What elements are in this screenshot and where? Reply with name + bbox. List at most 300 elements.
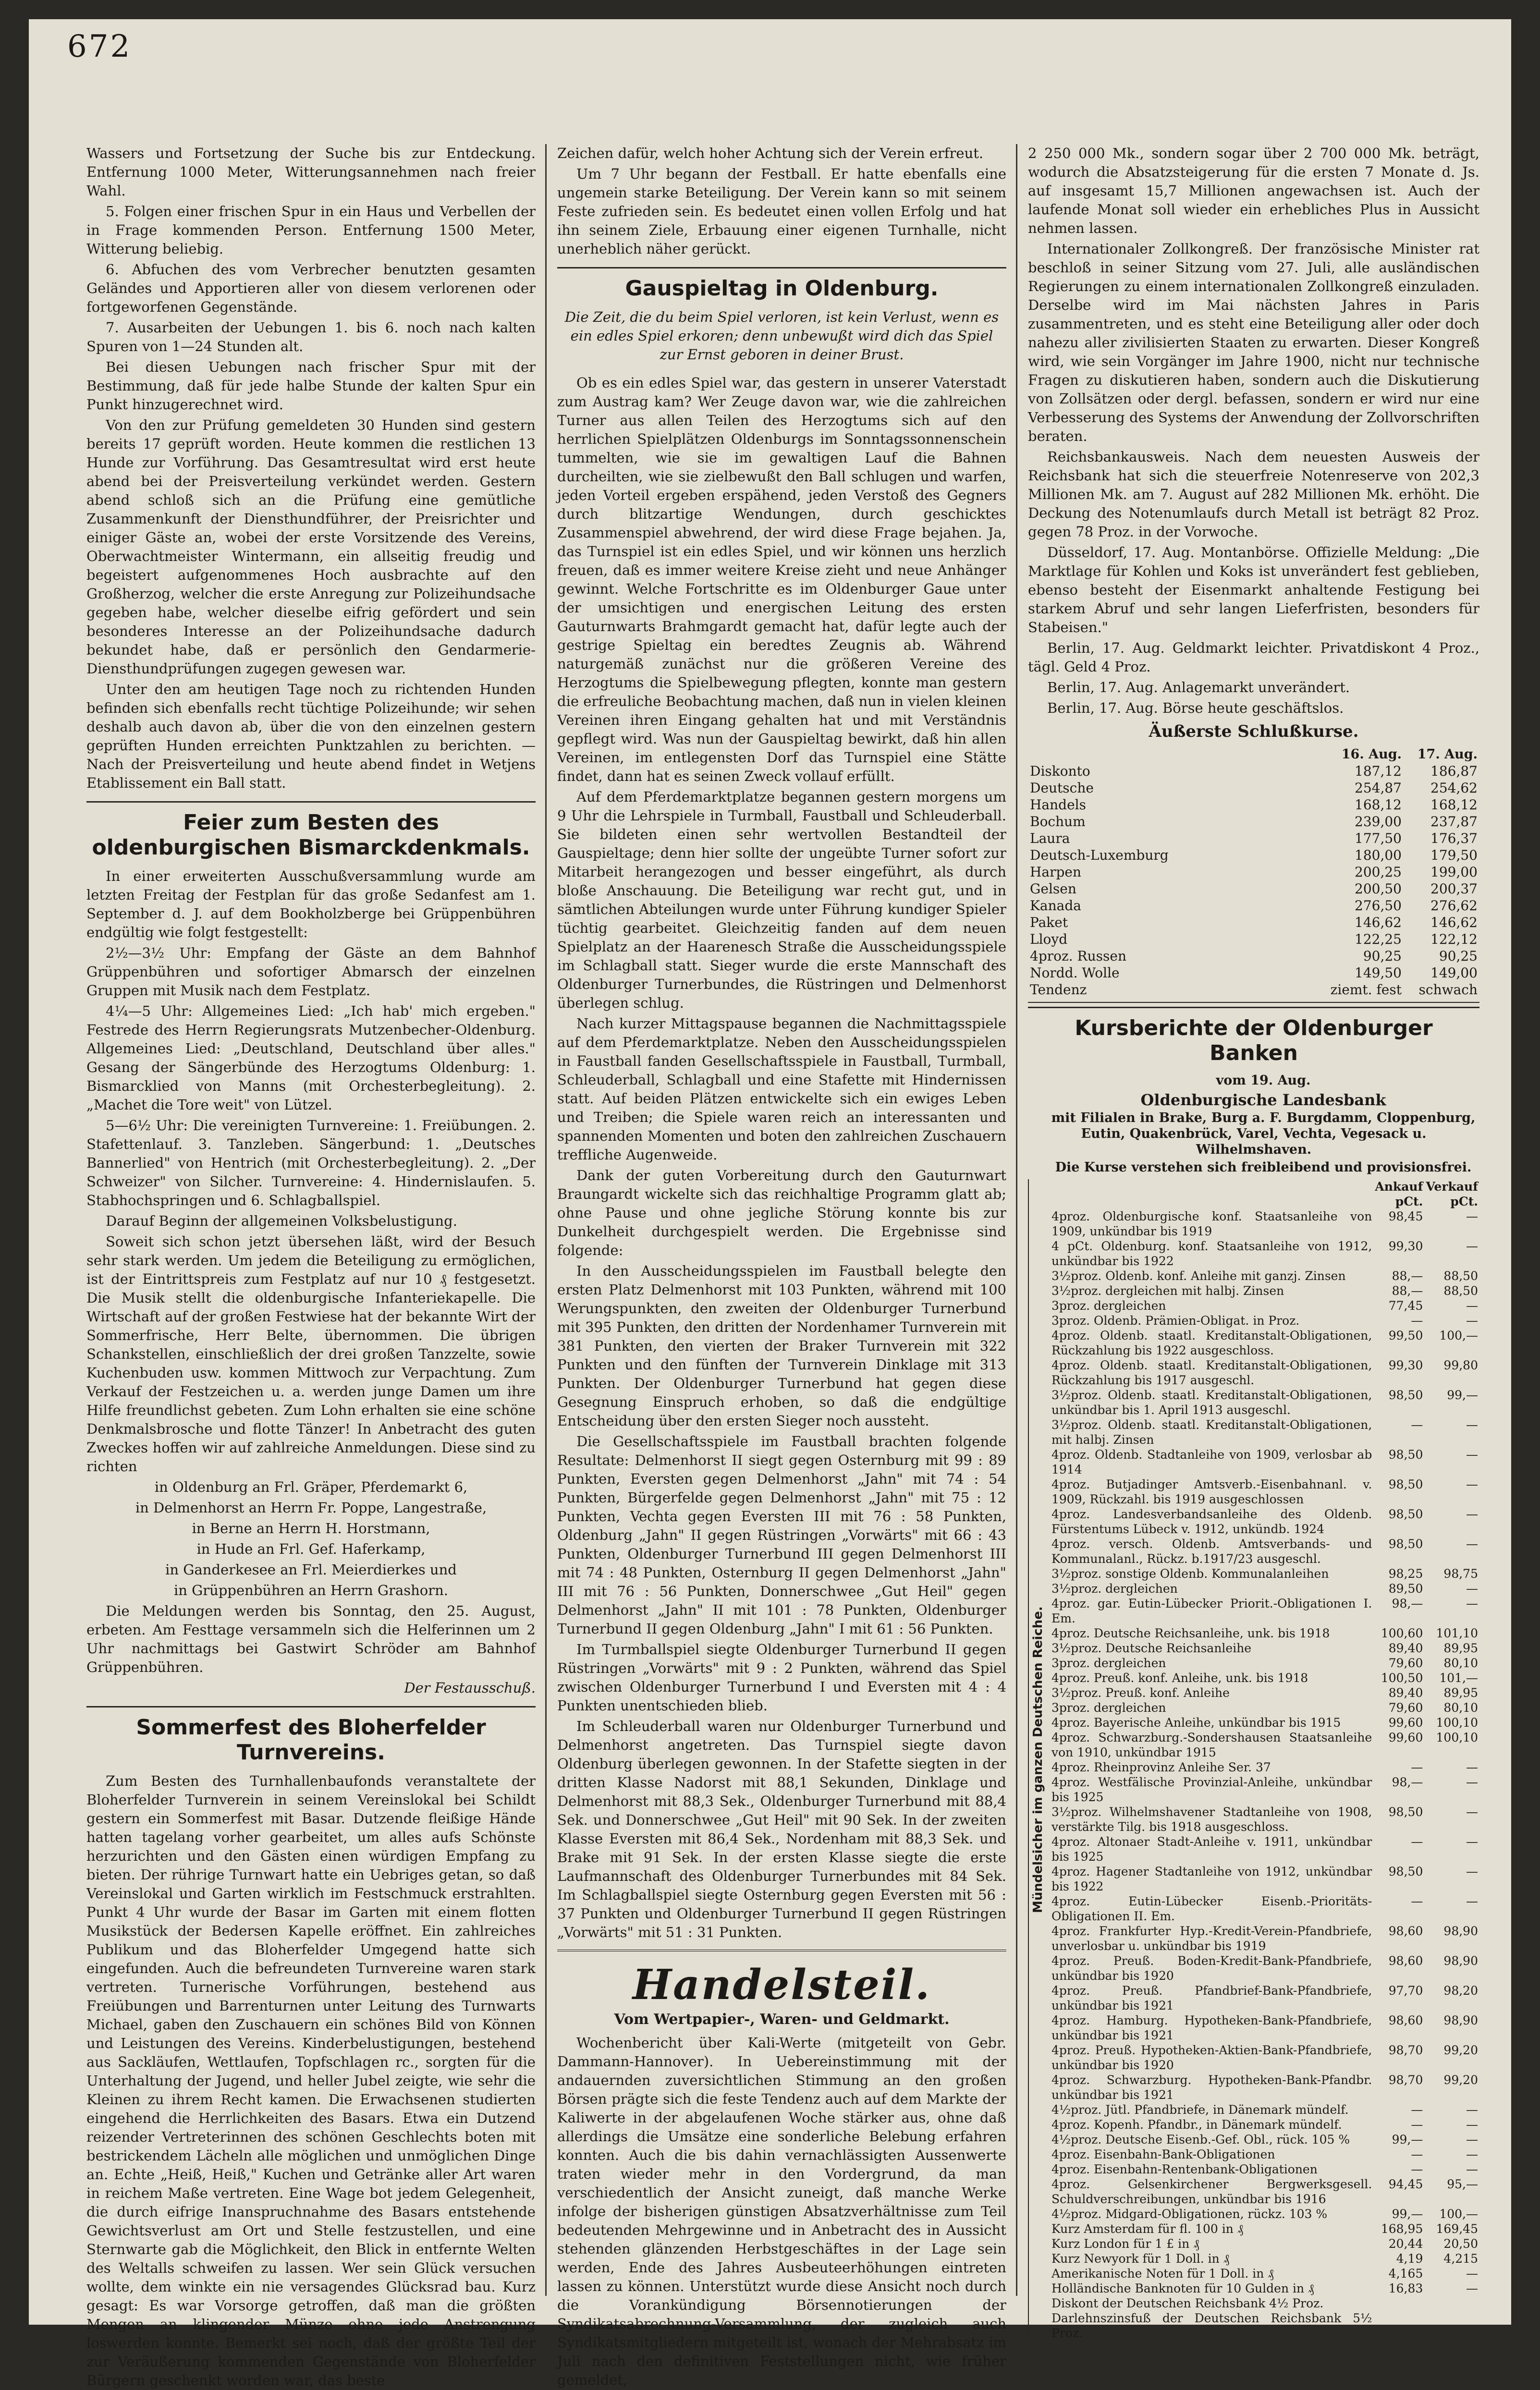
row-value: 98,45 (1388, 1209, 1423, 1223)
paragraph: In den Ausscheidungsspielen im Faustball belegte den ersten Platz Delmenhorst mit 103 Punkten, während mit 100 Werungspunkten, den zweiten der Oldenburger Turnerbund mit 395 Punkten, den dritten der Nordenhamer Turnverein mit 381 Punkten, den vierten der Braker Turnverein mit 322 Punkten und den fünften der Turnverein Dinklage mit 313 Punkten. Der Oldenburger Turnerbund hat gegen diese Gesegnung Einspruch erhoben, so daß die endgültige Entscheidung über den ersten Sieger noch aussteht. (557, 1263, 1006, 1429)
row-value: 149,00 (1430, 965, 1478, 981)
table-row (1050, 1313, 1479, 1328)
row-value: 99,20 (1443, 2043, 1478, 2057)
section-subtitle: Vom Wertpapier-, Waren- und Geldmarkt. (614, 2011, 950, 2028)
table-row (1050, 1834, 1479, 1864)
row-value: 88,— (1392, 1284, 1423, 1298)
row-value: 98,50 (1388, 1537, 1423, 1551)
row-label: 3½proz. Preuß. konf. Anleihe (1051, 1686, 1230, 1700)
table-row (1050, 1953, 1479, 1983)
table-row (1050, 1671, 1479, 1685)
row-value: 89,50 (1388, 1582, 1423, 1596)
table-row (1050, 1283, 1479, 1298)
row-value: 98,60 (1388, 1924, 1423, 1938)
row-value: 254,87 (1355, 780, 1402, 796)
row-value: — (1466, 1537, 1478, 1551)
row-value: 168,12 (1430, 797, 1478, 813)
table-row (1050, 1388, 1479, 1417)
row-value: 200,25 (1355, 864, 1402, 880)
row-value: 99,— (1447, 1388, 1478, 1402)
table-row (1050, 1239, 1479, 1268)
row-label: Diskonto (1030, 763, 1090, 779)
paragraph: Von den zur Prüfung gemeldeten 30 Hunden sind gestern bereits 17 geprüft worden. Heute kommen die restlichen 13 Hunde zur Vorführung. Das Gesamtresultat wird erst heute abend bei der Preisverteilung verkündet werden. Gestern abend schloß sich an die Prüfung eine gemütliche Zusammenkunft der Diensthundführer, der Preisrichter und einiger Gäste an, wobei der erste Vorsitzende des Vereins, Oberwachtmeister Wintermann, ein allseitig freudig und begeistert aufgenommenes Hoch ausbrachte auf den Großherzog, welcher die erste Anregung zur Polizeihundsache gegeben habe, welcher dieselbe eifrig gefördert und sein besonderes Interesse an der Polizeihundsache dadurch bekundet habe, daß er persönlich den Gendarmerie-Diensthundprüfungen zugegen gewesen war. (86, 417, 536, 677)
row-value: 88,— (1392, 1269, 1423, 1283)
paragraph: Dank der guten Vorbereitung durch den Gauturnwart Braungardt wickelte sich das reichhaltige Programm glatt ab; ohne Pause und ohne jegliche Störung konnte bis zur Dunkelheit durchgespielt werden. Die Ergebnisse sind folgende: (557, 1167, 1006, 1258)
column-header: Verkauf pCt. (1426, 1180, 1478, 1208)
row-value (1373, 2296, 1424, 2311)
row-value: 100,— (1439, 1329, 1478, 1342)
row-value: 20,44 (1388, 2237, 1423, 2251)
row-value: — (1466, 2103, 1478, 2117)
paragraph: Berlin, 17. Aug. Börse heute geschäftslos. (1047, 700, 1344, 716)
row-label: 4proz. Bayerische Anleihe, unkündbar bis 1915 (1051, 1716, 1341, 1730)
table-row (1050, 1298, 1479, 1313)
row-value: 146,62 (1355, 915, 1402, 930)
row-label: Laura (1030, 830, 1070, 846)
table-row (1050, 1700, 1479, 1715)
row-value: 146,62 (1430, 915, 1478, 930)
table-row (1050, 2073, 1479, 2102)
row-value: 99,50 (1388, 1329, 1423, 1342)
row-value: — (1466, 1760, 1478, 1774)
row-value: 99,— (1392, 2207, 1423, 2221)
table-row (1028, 880, 1479, 897)
table-row (1028, 780, 1479, 796)
row-value: 101,10 (1436, 1626, 1478, 1640)
article-headline: Feier zum Besten des oldenburgischen Bismarckdenkmals. (86, 801, 536, 860)
column-header (1050, 1179, 1373, 1209)
row-value: 122,12 (1430, 931, 1478, 947)
row-value: — (1411, 1418, 1423, 1432)
row-label: 4proz. Eutin-Lübecker Eisenb.-Prioritäts-Obligationen II. Em. (1051, 1894, 1372, 1923)
table-row (1050, 1477, 1479, 1507)
row-label: 4proz. Frankfurter Hyp.-Kredit-Verein-Pfandbriefe, unverlosbar u. unkündbar bis 1919 (1051, 1924, 1372, 1953)
row-value: — (1466, 1477, 1478, 1491)
row-value: 276,50 (1355, 898, 1402, 914)
row-value: 79,60 (1388, 1701, 1423, 1715)
paragraph: Darauf Beginn der allgemeinen Volksbelustigung. (106, 1213, 457, 1229)
table-row (1028, 981, 1479, 998)
row-value: 149,50 (1355, 965, 1402, 981)
row-value: 199,00 (1430, 864, 1478, 880)
paragraph: Die Gesellschaftsspiele im Faustball brachten folgende Resultate: Delmenhorst II siegt gegen Osternburg mit 99 : 89 Punkten, Eversten gegen Delmenhorst „Jahn" mit 74 : 54 Punkten, Bürgerfelde gegen Delmenhorst „Jahn" mit 75 : 12 Punkten, Vechta gegen Eversten III mit 76 : 58 Punkten, Oldenburg „Jahn" II gegen Rüstringen „Vorwärts" mit 66 : 43 Punkten, Oldenburger Turnerbund III gegen Delmenhorst III mit 74 : 48 Punkten, Osternburg II gegen Delmenhorst „Jahn" III mit 76 : 56 Punkten, Donnerschwee „Gut Heil" gegen Delmenhorst „Jahn" II mit 101 : 78 Punkten, Oldenburger Turnerbund II gegen Oldenburg „Jahn" I mit 61 : 56 Punkten. (557, 1433, 1006, 1637)
row-value: 254,62 (1430, 780, 1478, 796)
row-value: 239,00 (1355, 814, 1402, 829)
row-value: 99,30 (1388, 1239, 1423, 1253)
paragraph: Reichsbankausweis. Nach dem neuesten Ausweis der Reichsbank hat sich die steuerfreie Notenreserve von 202,3 Millionen Mk. am 7. August auf 282 Millionen Mk. erhöht. Die Deckung des Notenumlaufs durch Metall ist beträgt 82 Proz. gegen 78 Proz. in der Vorwoche. (1028, 449, 1479, 540)
row-value (1424, 2311, 1479, 2341)
table-row (1050, 1581, 1479, 1596)
paragraph: Nach kurzer Mittagspause begannen die Nachmittagsspiele auf dem Pferdemarktplatze. Neben den Ausscheidungsspielen in Faustball fanden Gesellschaftsspiele in Faustball, Turmball, Schleuderball, Schlagball und eine Stafette mit Hindernissen statt. Auf beiden Plätzen entwickelte sich ein ewiges Leben und Treiben; die Spiele waren reich an interessanten und spannenden Momenten und boten den zahlreichen Zuschauern treffliche Augenweide. (557, 1015, 1006, 1163)
row-value: — (1411, 1314, 1423, 1328)
row-label: 3proz. dergleichen (1051, 1656, 1166, 1670)
row-value: 98,75 (1443, 1567, 1478, 1581)
row-label: 3proz. dergleichen (1051, 1701, 1166, 1715)
row-value: 100,10 (1436, 1731, 1478, 1744)
row-label: 4proz. Oldenb. Stadtanleihe von 1909, verlosbar ab 1914 (1051, 1448, 1372, 1476)
row-value: 4,165 (1388, 2267, 1423, 2280)
row-label: 4½proz. Jütl. Pfandbriefe, in Dänemark mündelf. (1051, 2103, 1349, 2117)
row-value: 187,12 (1355, 763, 1402, 779)
row-value: 180,00 (1355, 847, 1402, 863)
paragraph: 2½—3½ Uhr: Empfang der Gäste an dem Bahnhof Grüppenbühren und sofortiger Abmarsch der einzelnen Gruppen mit Musik nach dem Festplatz. (86, 945, 536, 999)
row-value: — (1411, 2147, 1423, 2161)
row-value: 98,70 (1388, 2043, 1423, 2057)
column-header: Ankauf pCt. (1375, 1180, 1423, 1208)
row-label: Kanada (1030, 898, 1081, 914)
row-value: 186,87 (1430, 763, 1478, 779)
row-value: 100,10 (1436, 1716, 1478, 1730)
motto: Die Zeit, die du beim Spiel verloren, ist kein Verlust, wenn es ein edles Spiel erkoren; denn unbewußt wird dich das Spiel zur Ernst geboren in deiner Brust. (564, 309, 999, 363)
table-row (1050, 1656, 1479, 1671)
column-rule (545, 144, 547, 2296)
paragraph: In einer erweiterten Ausschußversammlung wurde am letzten Freitag der Festplan für das große Sedanfest am 1. September d. J. auf dem Bookholzberge bei Grüppenbühren endgültig wie folgt festgestellt: (86, 868, 536, 940)
row-label: 3½proz. dergleichen (1051, 1582, 1178, 1596)
table-row (1050, 1209, 1479, 1239)
row-value: — (1411, 1760, 1423, 1774)
row-value: — (1466, 1209, 1478, 1223)
row-label: 4proz. Schwarzburg. Hypotheken-Bank-Pfandbr. unkündbar bis 1921 (1051, 2073, 1372, 2102)
row-label: Harpen (1030, 864, 1082, 880)
row-value: 101,— (1439, 1671, 1478, 1685)
row-label: 4proz. Hagener Stadtanleihe von 1912, unkündbar bis 1922 (1051, 1865, 1372, 1893)
row-value: 98,90 (1443, 1954, 1478, 1968)
row-value: 90,25 (1439, 948, 1478, 964)
paragraph: in Grüppenbühren an Herrn Grashorn. (173, 1582, 449, 1598)
row-label: 4proz. Preuß. Pfandbrief-Bank-Pfandbriefe, unkündbar bis 1921 (1051, 1984, 1372, 2012)
row-label: Kurz London für 1 £ in ₰ (1051, 2237, 1199, 2251)
bank-name: Oldenburgische Landesbank (1140, 1091, 1386, 1109)
row-value: — (1466, 2162, 1478, 2176)
row-value: 200,37 (1430, 881, 1478, 897)
row-value: 276,62 (1430, 898, 1478, 914)
row-value: — (1466, 1835, 1478, 1849)
bank-quotes-table (1050, 1179, 1479, 2341)
row-value: ziemt. fest (1330, 982, 1402, 998)
table-row (1050, 1760, 1479, 1775)
row-label: 4proz. Oldenb. staatl. Kreditanstalt-Obligationen, Rückzahlung bis 1922 ausgeschloss. (1051, 1329, 1372, 1357)
row-label: 4proz. Preuß. Hypotheken-Aktien-Bank-Pfandbriefe, unkündbar bis 1920 (1051, 2043, 1372, 2072)
row-value: — (1466, 1582, 1478, 1596)
table-row (1050, 1328, 1479, 1358)
table-row (1050, 1641, 1479, 1656)
paragraph: Wochenbericht über Kali-Werte (mitgeteilt von Gebr. Dammann-Hannover). In Uebereinstimmung mit der andauernden zuversichtlichen Stimmung an den großen Börsen prägte sich die feste Tendenz auch auf dem Markte der Kaliwerte in der abgelaufenen Woche stärker aus, ohne daß allerdings die Umsätze eine sonderliche Belebung erfahren konnten. Auch die bis dahin vernachlässigten Aussenwerte traten wieder mehr in den Vordergrund, da man verschiedentlich der Ansicht zuneigt, daß manche Werke infolge der bisherigen günstigen Absatzverhältnisse zum Teil bedeutenden Mehrgewinne und in Anbetracht des in Aussicht stehenden glänzenden Herbstgeschäftes in der Lage sein werden, Ende des Jahres Ausbeuteerhöhungen eintreten lassen zu können. Unterstützt wurde diese Ansicht noch durch die Vorankündigung Börsennotierungen der Syndikatsabrechnung-Versammlung, der zugleich auch Syndikatsmitgliedern mitgeteilt ist, wonach der Mehrabsatz im Juli nach den definitiven Feststellungen nicht, wie früher gemeldet, (557, 2035, 1006, 2388)
table-row (1050, 2281, 1479, 2296)
row-label: Tendenz (1030, 982, 1087, 998)
row-label: Gelsen (1030, 881, 1076, 897)
signature: Der Festausschuß. (404, 1680, 536, 1696)
column-2 (557, 144, 1006, 2388)
row-value: 4,215 (1443, 2252, 1478, 2266)
row-label: Lloyd (1030, 931, 1068, 947)
paragraph: Düsseldorf, 17. Aug. Montanbörse. Offizielle Meldung: „Die Marktlage für Kohlen und Koks ist unverändert fest geblieben, ebenso besteht der Eisenmarkt anhaltende Festigung bei starkem Abruf und sehr langen Lieferfristen, besonders für Stabeisen." (1028, 544, 1479, 635)
paragraph: 6. Abfuchen des vom Verbrecher benutzten gesamten Geländes und Apportieren aller von diesem verlorenen oder fortgeworfenen Gegenstände. (86, 261, 536, 315)
row-value: 89,40 (1388, 1686, 1423, 1700)
row-value: 169,45 (1436, 2222, 1478, 2236)
row-value: 168,95 (1381, 2222, 1423, 2236)
row-value: — (1466, 2133, 1478, 2146)
newspaper-page (29, 19, 1511, 2389)
table-row (1028, 796, 1479, 813)
row-label: 4proz. Westfälische Provinzial-Anleihe, unkündbar bis 1925 (1051, 1775, 1372, 1804)
row-value: 99,— (1392, 2133, 1423, 2146)
row-value: — (1466, 2267, 1478, 2280)
paragraph: Zeichen dafür, welch hoher Achtung sich der Verein erfreut. (557, 145, 984, 161)
table-row (1028, 964, 1479, 981)
row-value: — (1466, 1299, 1478, 1313)
row-label: 4proz. Hamburg. Hypotheken-Bank-Pfandbriefe, unkündbar bis 1921 (1051, 2013, 1372, 2042)
table-row (1050, 1685, 1479, 1700)
table-row (1050, 2251, 1479, 2266)
row-value: 100,— (1439, 2207, 1478, 2221)
column-3 (1028, 144, 1479, 2340)
paragraph: 7. Ausarbeiten der Uebungen 1. bis 6. noch nach kalten Spuren von 1—24 Stunden alt. (86, 319, 536, 354)
table-caption: Äußerste Schlußkurse. (1149, 722, 1359, 741)
row-value: 200,50 (1355, 881, 1402, 897)
row-value: 100,50 (1381, 1671, 1423, 1685)
kurs-date: vom 19. Aug. (1216, 1073, 1311, 1088)
paragraph: Um 7 Uhr begann der Festball. Er hatte ebenfalls eine ungemein starke Beteiligung. Der Verein kann so mit seinem Feste zufrieden sein. Es bedeutet einen vollen Erfolg und hat ihn seinem Ziele, Erbauung einer eigenen Turnhalle, nicht unerheblich näher gerückt. (557, 166, 1006, 257)
table-row (1050, 2162, 1479, 2177)
row-label: Kurz Newyork für 1 Doll. in ₰ (1051, 2252, 1230, 2266)
row-value: 98,50 (1388, 1388, 1423, 1402)
row-value: — (1411, 1894, 1423, 1908)
row-value: — (1411, 1835, 1423, 1849)
bank-quotes (1028, 1179, 1479, 2341)
paragraph: Internationaler Zollkongreß. Der französische Minister rat beschloß in seiner Sitzung vom 27. Juli, alle ausländischen Regierungen zu einem internationalen Zollkongreß einzuladen. Derselbe wird im Mai nächsten Jahres in Paris zusammentreten, und es steht eine Beteiligung aller oder doch nahezu aller zivilisierten Staaten zu erwarten. Dieser Kongreß wird, wie sein Vorgänger im Jahre 1900, nicht nur technische Fragen zu diskutieren haben, sondern auch die Diskutierung von Zollsätzen oder dergl. befassen, sondern er wird nur eine Verbesserung des Systems der Anwendung der Zollvorschriften beraten. (1028, 241, 1479, 444)
row-value: 99,60 (1388, 1716, 1423, 1730)
bank-note: Die Kurse verstehen sich freibleibend und provisionsfrei. (1055, 1160, 1472, 1175)
row-label: 4proz. Deutsche Reichsanleihe, unk. bis 1918 (1051, 1626, 1330, 1640)
row-label: 4proz. Eisenbahn-Bank-Obligationen (1051, 2147, 1275, 2161)
column-header: 17. Aug. (1417, 747, 1478, 762)
table-row (1028, 864, 1479, 880)
row-value: — (1411, 2162, 1423, 2176)
table-row (1050, 2117, 1479, 2132)
table-row (1050, 1507, 1479, 1536)
table-row (1050, 1626, 1479, 1641)
row-value: 98,90 (1443, 2013, 1478, 2027)
row-label: 4proz. Gelsenkirchener Bergwerksgesell. Schuldverschreibungen, unkündbar bis 1916 (1051, 2177, 1372, 2206)
bank-branches: mit Filialen in Brake, Burg a. F. Burgdamm, Cloppenburg, Eutin, Quakenbrück, Varel, Vechta, Vegesack u. Wilhelmshaven. (1051, 1110, 1476, 1157)
row-value: schwach (1418, 982, 1478, 998)
table-row (1050, 1566, 1479, 1581)
row-value: 16,83 (1388, 2281, 1423, 2295)
row-label: 4proz. Rheinprovinz Anleihe Ser. 37 (1051, 1760, 1271, 1774)
paragraph: Auf dem Pferdemarktplatze begannen gestern morgens um 9 Uhr die Lehrspiele in Turmball, Faustball und Schleuderball. Sie bildeten einen sehr wertvollen Bestandteil der Gauspieltage; denn hier sollte der ungeübte Turner sofort zur Mitarbeit herangezogen und besser eingeführt, als durch bloße Anschauung. Die Beteiligung war recht gut, und in sämtlichen Abteilungen wurde unter Führung kundiger Spieler tüchtig gearbeitet. Gleichzeitig fanden auf dem neuen Spielplatz an der Haarenesch Straße die Ausscheidungsspiele im Schlagball statt. Sieger wurde die erste Mannschaft des Oldenburger Turnerbundes, die Rüstringen und Delmenhorst überlegen schlug. (557, 789, 1006, 1011)
table-row (1050, 1268, 1479, 1283)
row-value: 89,95 (1443, 1686, 1478, 1700)
table-row (1050, 2221, 1479, 2236)
row-value: 98,50 (1388, 1865, 1423, 1878)
row-value: 89,40 (1388, 1641, 1423, 1655)
row-value: 98,20 (1443, 1984, 1478, 1998)
row-value: — (1466, 1865, 1478, 1878)
row-label: 4½proz. Deutsche Eisenb.-Gef. Obl., rück. 105 % (1051, 2133, 1350, 2146)
row-label: 4proz. Schwarzburg.-Sondershausen Staatsanleihe von 1910, unkündbar 1915 (1051, 1731, 1372, 1759)
table-row (1050, 1894, 1479, 1924)
section-headline: Kursberichte der Oldenburger Banken (1028, 1007, 1479, 1066)
row-value: 176,37 (1430, 830, 1478, 846)
row-value (1424, 2296, 1479, 2311)
row-value: — (1466, 2118, 1478, 2132)
paragraph: Zum Besten des Turnhallenbaufonds veranstaltete der Bloherfelder Turnverein in seinem Vereinslokal bei Schildt gestern ein Sommerfest mit Basar. Dutzende fleißige Hände hatten tagelang vorher gearbeitet, um alles aufs Schönste herzurichten und den Gästen einen würdigen Empfang zu bieten. Der rührige Turnwart hatte ein Uebriges getan, so daß Vereinslokal und Garten wirklich im Festschmuck erstrahlten. Punkt 4 Uhr wurde der Basar im Garten mit einem flotten Musikstück der Bedersen Kapelle eröffnet. Ein zahlreiches Publikum und das Bloherfelder Umgegend hatte sich eingefunden. Auch die befreundeten Turnvereine waren stark vertreten. Turnerische Vorführungen, bestehend aus Freiübungen und Barrenturnen unter Leitung des Turnwarts Michael, gaben den Zuschauern ein schönes Bild von Können und Leistungen des Vereins. Kinderbelustigungen, bestehend aus Sackläufen, Wettlaufen, Topfschlagen rc., sorgten für die Unterhaltung der Jugend, und heller Jubel zeigte, wie sehr die Kleinen zu ihrem Recht kamen. Die Erwachsenen studierten eingehend die Herrlichkeiten des Basars. Etwa ein Dutzend reizender Vertreterinnen des schönen Geschlechts boten mit bestrickendem Lächeln alle möglichen und unmöglichen Dinge an. Echte „Heiß, Heiß," Kuchen und Getränke aller Art waren in reichem Maße vertreten. Eine Wage bot jedem Gelegenheit, die durch eifrige Inanspruchnahme des Basars entstehende Gewichtsverlust am Ort und Stelle festzustellen, und eine Sternwarte gab die Möglichkeit, den Blick in entfernte Welten des Weltalls schweifen zu lassen. Wer sein Glück versuchen wollte, dem winkte ein nie versagendes Glücksrad bau. Kurz gesagt: Es war Vorsorge getroffen, daß man die größten Mengen an klingender Münze ohne jede Anstrengung loswerden konnte. Bemerkt sei noch, daß der größte Teil der zur Veräußerung kommenden Gegenstände von Bloherfelder Bürgern geschenkt worden war, das beste (86, 1773, 536, 2389)
row-value: 99,60 (1388, 1731, 1423, 1744)
table-row (1050, 1730, 1479, 1760)
row-value: 88,50 (1443, 1269, 1478, 1283)
row-value: 179,50 (1430, 847, 1478, 863)
row-value: 98,50 (1388, 1477, 1423, 1491)
table-row (1028, 847, 1479, 864)
row-label: Holländische Banknoten für 10 Gulden in ₰ (1051, 2281, 1314, 2295)
row-value: 20,50 (1443, 2237, 1478, 2251)
column-header (1028, 746, 1328, 763)
row-label: 3½proz. Oldenb. staatl. Kreditanstalt-Obligationen, mit halbj. Zinsen (1051, 1418, 1372, 1447)
table-row (1050, 1924, 1479, 1953)
table-row (1050, 1536, 1479, 1566)
row-value: 99,80 (1443, 1358, 1478, 1372)
paragraph: Die Meldungen werden bis Sonntag, den 25. August, erbeten. Am Festtage versammeln sich die Helferinnen um 2 Uhr nachmittags bei Gastwirt Schröder am Bahnhof Grüppenbühren. (86, 1603, 536, 1675)
side-label: Mündelsicher im ganzen Deutschen Reiche. (1028, 1179, 1050, 2341)
table-row (1050, 1715, 1479, 1730)
row-label: 4proz. Altonaer Stadt-Anleihe v. 1911, unkündbar bis 1925 (1051, 1835, 1372, 1864)
table-row (1028, 914, 1479, 931)
row-label: 4proz. Russen (1030, 948, 1126, 964)
paragraph: 4¼—5 Uhr: Allgemeines Lied: „Ich hab' mich ergeben." Festrede des Herrn Regierungsrats Mutzenbecher-Oldenburg. Allgemeines Lied: „Deutschland, Deutschland über alles." Gesang der Sängerbünde des Herzogtums Oldenburg: 1. Bismarcklied von Manns (mit Orchesterbegleitung). 2. „Machet die Tore weit" von Lützel. (86, 1003, 536, 1113)
row-value: 99,20 (1443, 2073, 1478, 2087)
row-value: — (1466, 1448, 1478, 1462)
row-value: — (1466, 1418, 1478, 1432)
column-rule (1016, 144, 1017, 2296)
row-value: 80,10 (1443, 1701, 1478, 1715)
row-value: 98,60 (1388, 2013, 1423, 2027)
row-value: 98,— (1392, 1597, 1423, 1610)
row-label: 3½proz. Oldenb. staatl. Kreditanstalt-Obligationen, unkündbar bis 1. April 1913 ausgeschl. (1051, 1388, 1372, 1417)
paragraph: Im Schleuderball waren nur Oldenburger Turnerbund und Delmenhorst angetreten. Das Turnspiel siegte davon Oldenburg überlegen gewonnen. In der Stafette siegten in der dritten Klasse Nadorst mit 88,1 Sekunden, Dinklage und Delmenhorst mit 88,3 Sek., Oldenburger Turnerbund mit 88,4 Sek. und Donnerschwee „Gut Heil" mit 90 Sek. In der zweiten Klasse Eversten mit 86,4 Sek., Nordenham mit 88,3 Sek. und Brake mit 91 Sek. In der ersten Klasse siegte die erste Laufmannschaft des Oldenburger Turnerbundes mit 84 Sek. Im Schlagballspiel siegte Osternburg gegen Eversten mit 56 : 37 Punkten und Oldenburger Turnerbund II gegen Rüstringen „Vorwärts" mit 51 : 31 Punkten. (557, 1718, 1006, 1940)
paragraph: 5. Folgen einer frischen Spur in ein Haus und Verbellen der in Frage kommenden Person. Entfernung 1500 Meter, Witterung beliebig. (86, 203, 536, 257)
row-label: Paket (1030, 915, 1068, 930)
row-value (1373, 2311, 1424, 2341)
row-value: 237,87 (1430, 814, 1478, 829)
row-value: — (1466, 2281, 1478, 2295)
table-row (1050, 1864, 1479, 1894)
table-row (1050, 2266, 1479, 2281)
row-value: — (1466, 2147, 1478, 2161)
table-row (1050, 1805, 1479, 1834)
paragraph: 2 250 000 Mk., sondern sogar über 2 700 000 Mk. beträgt, wodurch die Absatzsteigerung für die ersten 7 Monate d. Js. auf insgesamt 15,7 Millionen angewachsen ist. Auch der laufende Monat soll wieder ein erhebliches Plus in Aussicht nehmen lassen. (1028, 145, 1479, 236)
row-value: 98,50 (1388, 1448, 1423, 1462)
row-value: 100,60 (1381, 1626, 1423, 1640)
row-label: 4proz. Eisenbahn-Rentenbank-Obligationen (1051, 2162, 1318, 2176)
paragraph: in Berne an Herrn H. Horstmann, (192, 1520, 430, 1536)
row-label: Deutsch-Luxemburg (1030, 847, 1169, 863)
row-value: 98,50 (1388, 1805, 1423, 1819)
row-label: 3½proz. dergleichen mit halbj. Zinsen (1051, 1284, 1284, 1298)
row-label: 3½proz. Oldenb. konf. Anleihe mit ganzj. Zinsen (1051, 1269, 1346, 1283)
table-row (1050, 2132, 1479, 2147)
table-row (1028, 830, 1479, 847)
table-header-row (1050, 1179, 1479, 1209)
page-number: 672 (67, 29, 132, 64)
row-label: 3½proz. Wilhelmshavener Stadtanleihe von 1908, verstärkte Tilg. bis 1918 ausgeschloss. (1051, 1805, 1372, 1834)
paragraph: Soweit sich schon jetzt übersehen läßt, wird der Besuch sehr stark werden. Um jedem die Beteiligung zu ermöglichen, ist der Eintrittspreis zum Festplatz auf nur 10 ₰ festgesetzt. Die Musik stellt die oldenburgische Infanteriekapelle. Die Wirtschaft auf der großen Festwiese hat der bekannte Wirt der Sommerfrische, Herr Belte, übernommen. Die übrigen Schankstellen, einschließlich der drei großen Tanzzelte, sowie Kuchenbuden usw. kommen Mittwoch zur Verpachtung. Zum Verkauf der Festzeichen u. a. werden junge Damen um ihre Hilfe freundlichst gebeten. Zum Lohn erhalten sie eine schöne Denkmalsbrosche und flotte Tänzer! In Anbetracht des guten Zweckes hoffen wir auf zahlreiche Anmeldungen. Diese sind zu richten (86, 1233, 536, 1475)
row-label: 4proz. Oldenburgische konf. Staatsanleihe von 1909, unkündbar bis 1919 (1051, 1209, 1372, 1238)
table-row (1050, 1447, 1479, 1477)
paragraph: Ob es ein edles Spiel war, das gestern in unserer Vaterstadt zum Austrag kam? Wer Zeuge davon war, wie die zahlreichen Turner aus allen Teilen des Herzogtums sich auf den herrlichen Spielplätzen Oldenburgs im Sonntagssonnenschein tummelten, wie sie im gewaltigen Lauf die Bahnen durcheilten, wie sie zielbewußt den Ball schlugen und warfen, jeden Vorteil ergeben erspähend, jeden Verstoß des Gegners durch blitzartige Wendungen, durch geschicktes Zusammenspiel abwehrend, der wird diese Frage bejahen. Ja, das Turnspiel ist ein edles Spiel, und wir können uns herzlich freuen, daß es immer weitere Kreise zieht und neue Anhänger gewinnt. Welche Fortschritte es im Oldenburger Gaue unter der umsichtigen und energischen Leitung des ersten Gauturnwarts Brahmgardt gemacht hat, dafür legte auch der gestrige Spieltag ein beredtes Zeugnis ab. Während naturgemäß zunächst nur die größeren Vereine des Herzogtums die Spielbewegung pflegten, konnte man gestern die erfreuliche Beobachtung machen, daß nun in vielen kleinen Vereinen ihren Eingang gehalten hat und mit Verständnis gepflegt wird. Was nun der Gauspieltag bewirkt, daß hin allen Vereinen, im entlegensten Dorf das Turnspiel eine Stätte findet, dann hat es seinen Zweck vollauf erfüllt. (557, 375, 1006, 784)
row-label: 4proz. Preuß. konf. Anleihe, unk. bis 1918 (1051, 1671, 1308, 1685)
table-row (1050, 2296, 1479, 2311)
row-value: 97,70 (1388, 1984, 1423, 1998)
row-value: 122,25 (1355, 931, 1402, 947)
row-value: 98,70 (1388, 2073, 1423, 2087)
table-row (1028, 813, 1479, 830)
row-label: 3proz. Oldenb. Prämien-Obligat. in Proz. (1051, 1314, 1300, 1328)
table-row (1028, 948, 1479, 964)
row-value: 98,50 (1388, 1507, 1423, 1521)
table-row (1050, 2147, 1479, 2162)
paragraph: 5—6½ Uhr: Die vereinigten Turnvereine: 1. Freiübungen. 2. Stafettenlauf. 3. Tanzleben. Sängerbund: 1. „Deutsches Bannerlied" von Hentrich (mit Orchesterbegleitung). 2. „Der Schweizer" von Silcher. Turnvereine: 4. Hindernislaufen. 5. Stabhochspringen und 6. Schlagballspiel. (86, 1117, 536, 1208)
table-header-row (1028, 746, 1479, 763)
row-value: 98,90 (1443, 1924, 1478, 1938)
paragraph: in Delmenhorst an Herrn Fr. Poppe, Langestraße, (135, 1500, 487, 1516)
row-label: 3½proz. Deutsche Reichsanleihe (1051, 1641, 1252, 1655)
row-value: 79,60 (1388, 1656, 1423, 1670)
table-row (1028, 931, 1479, 948)
row-label: 4proz. Preuß. Boden-Kredit-Bank-Pfandbriefe, unkündbar bis 1920 (1051, 1954, 1372, 1983)
row-value: — (1466, 1507, 1478, 1521)
paragraph: Unter den am heutigen Tage noch zu richtenden Hunden befinden sich ebenfalls recht tüchtige Polizeihunde; wir sehen deshalb auch davon ab, über die von den einzelnen gestern geprüften Hunden erreichten Punktzahlen zu berichten. — Nach der Preisverteilung und heute abend findet in Wetjens Etablissement ein Ball statt. (86, 681, 536, 791)
paragraph: in Oldenburg an Frl. Gräper, Pferdemarkt 6, (154, 1479, 468, 1495)
table-row (1050, 1775, 1479, 1805)
row-value: 98,60 (1388, 1954, 1423, 1968)
row-label: Kurz Amsterdam für fl. 100 in ₰ (1051, 2222, 1244, 2236)
row-value: 98,25 (1388, 1567, 1423, 1581)
paragraph: in Ganderkesee an Frl. Meierdierkes und (165, 1561, 457, 1578)
section-title: Handelsteil. (557, 1950, 1006, 2009)
table-row (1050, 2177, 1479, 2207)
row-value: 77,45 (1388, 1299, 1423, 1313)
row-value: 95,— (1447, 2177, 1478, 2191)
row-value: — (1466, 1239, 1478, 1253)
row-label: 4proz. Oldenb. staatl. Kreditanstalt-Obligationen, Rückzahlung bis 1917 ausgeschl. (1051, 1358, 1372, 1387)
row-value: 80,10 (1443, 1656, 1478, 1670)
row-value: — (1466, 1894, 1478, 1908)
row-label: 4proz. gar. Eutin-Lübecker Priorit.-Obligationen I. Em. (1051, 1597, 1372, 1625)
row-value: 99,30 (1388, 1358, 1423, 1372)
row-value: 90,25 (1363, 948, 1402, 964)
table-row (1050, 2207, 1479, 2221)
table-row (1050, 1983, 1479, 2013)
table-row (1050, 1596, 1479, 1626)
row-value: — (1466, 1314, 1478, 1328)
table-row (1050, 1358, 1479, 1388)
table-row (1028, 897, 1479, 914)
row-value: 89,95 (1443, 1641, 1478, 1655)
table-row (1050, 2102, 1479, 2117)
paragraph: Bei diesen Uebungen nach frischer Spur mit der Bestimmung, daß für jede halbe Stunde der kalten Spur ein Punkt hinzugerechnet wird. (86, 359, 536, 413)
row-label: 4proz. Kopenh. Pfandbr., in Dänemark mündelf. (1051, 2118, 1342, 2132)
row-value: 88,50 (1443, 1284, 1478, 1298)
column-header: 16. Aug. (1341, 747, 1402, 762)
row-label: 4proz. Butjadinger Amtsverb.-Eisenbahnanl. v. 1909, Rückzahl. bis 1919 ausgeschlossen (1051, 1477, 1372, 1506)
row-label: Nordd. Wolle (1030, 965, 1120, 981)
row-value: — (1466, 1805, 1478, 1819)
row-label: 4 pCt. Oldenburg. konf. Staatsanleihe von 1912, unkündbar bis 1922 (1051, 1239, 1372, 1268)
row-label: Diskont der Deutschen Reichsbank 4½ Proz. (1051, 2296, 1324, 2310)
article-headline: Sommerfest des Bloherfelder Turnvereins. (86, 1706, 536, 1765)
paragraph: in Hude an Frl. Gef. Haferkamp, (196, 1541, 426, 1557)
row-label: 4proz. versch. Oldenb. Amtsverbands- und Kommunalanl., Rückz. b.1917/23 ausgeschl. (1051, 1537, 1372, 1566)
